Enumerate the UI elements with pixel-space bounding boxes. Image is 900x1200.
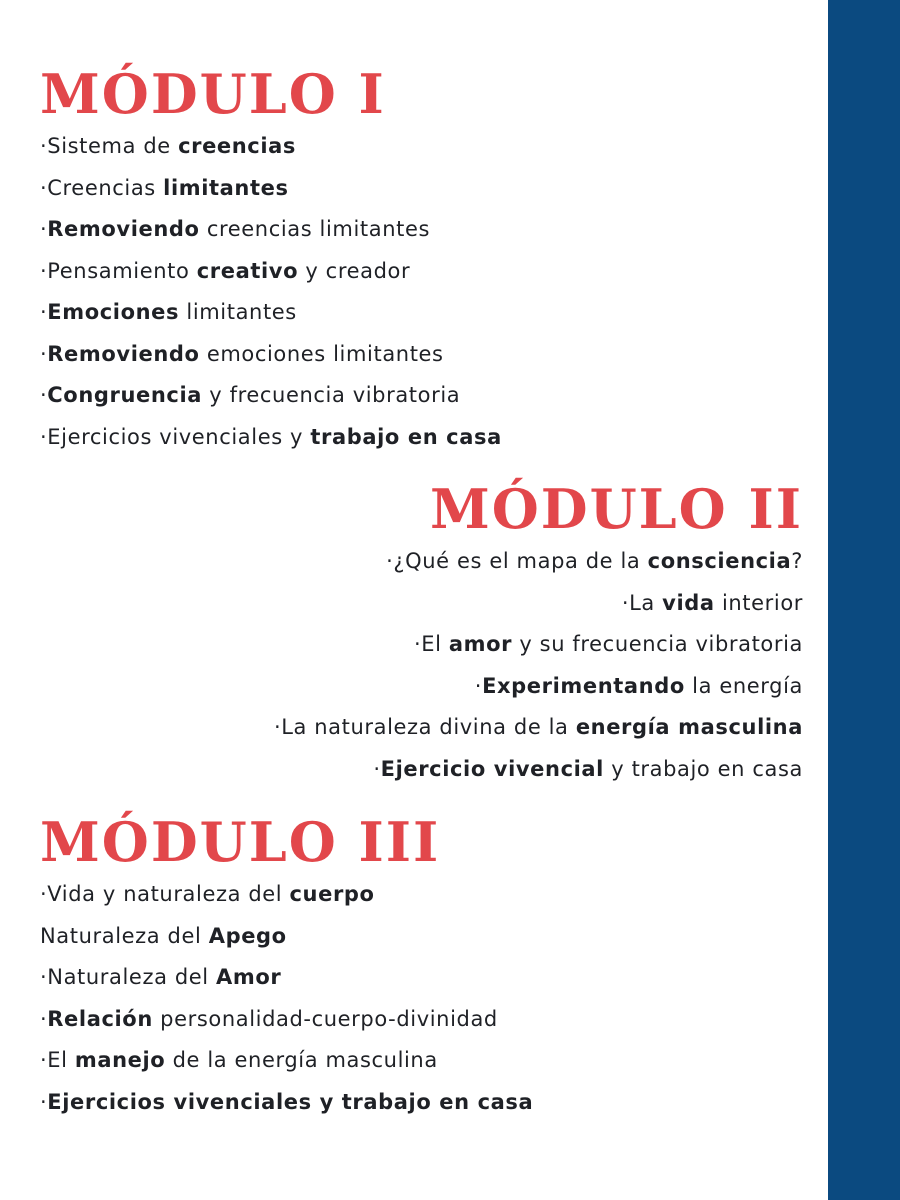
list-item: [274, 666, 803, 708]
module-3-title: MÓDULO III: [40, 810, 441, 874]
item-text: ·La naturaleza divina de la: [273, 715, 576, 739]
bold-text: Congruencia: [47, 383, 203, 407]
item-text: personalidad-cuerpo-divinidad: [152, 1006, 498, 1031]
item-text: ·: [40, 341, 48, 366]
item-text: Naturaleza del: [40, 923, 209, 948]
item-text: y su frecuencia vibratoria: [512, 632, 803, 656]
item-text: limitantes: [179, 300, 297, 324]
list-item: [40, 957, 533, 999]
bold-text: manejo: [74, 1048, 166, 1072]
list-item: [40, 292, 502, 334]
item-text: creencias limitantes: [199, 217, 431, 241]
list-item: [40, 375, 502, 417]
item-text: ·Creencias: [40, 175, 164, 200]
item-text: la energía: [684, 673, 803, 698]
list-item: [274, 541, 803, 583]
item-text: ·Sistema de: [40, 134, 179, 158]
item-text: ·Naturaleza del: [40, 965, 216, 989]
bold-text: Ejercicios vivenciales y trabajo en casa: [47, 1089, 534, 1114]
list-item: [40, 916, 533, 958]
item-text: ·Ejercicios vivenciales y: [40, 424, 311, 449]
list-item: [40, 1040, 533, 1082]
bold-text: creativo: [196, 258, 299, 283]
list-item: [40, 999, 533, 1041]
item-text: de la energía masculina: [165, 1048, 438, 1072]
item-text: emociones limitantes: [199, 341, 444, 366]
list-item: [274, 749, 803, 791]
item-text: ·: [40, 300, 48, 324]
bold-text: Emociones: [47, 300, 180, 324]
module-1-items: [40, 126, 502, 458]
bold-text: Apego: [208, 923, 287, 948]
list-item: [40, 417, 502, 459]
item-text: ·: [40, 1006, 48, 1031]
module-2: [274, 479, 803, 790]
list-item: [40, 168, 502, 210]
module-3: [40, 812, 533, 1123]
list-item: [40, 1082, 533, 1124]
bold-text: Removiendo: [47, 217, 200, 241]
item-text: ·El: [40, 1048, 75, 1072]
item-text: ?: [791, 549, 803, 573]
bold-text: Relación: [47, 1006, 153, 1031]
module-1: [40, 64, 502, 458]
item-text: y frecuencia vibratoria: [202, 383, 461, 407]
item-text: ·El: [413, 632, 449, 656]
item-text: y creador: [298, 258, 411, 283]
list-item: [40, 874, 533, 916]
bold-text: cuerpo: [289, 882, 375, 906]
item-text: ·: [373, 756, 381, 781]
module-2-title: MÓDULO II: [429, 477, 803, 541]
bold-text: consciencia: [647, 549, 792, 573]
bold-text: amor: [448, 632, 513, 656]
item-text: y trabajo en casa: [603, 756, 803, 781]
item-text: ·Pensamiento: [40, 258, 197, 283]
sidebar-band: [828, 0, 900, 1200]
module-1-title: MÓDULO I: [40, 62, 386, 126]
item-text: ·: [40, 1089, 48, 1114]
bold-text: Ejercicio vivencial: [380, 756, 604, 781]
list-item: [274, 707, 803, 749]
list-item: [40, 334, 502, 376]
module-2-items: [274, 541, 803, 790]
item-text: ·: [474, 673, 483, 698]
item-text: ·¿Qué es el mapa de la: [386, 549, 648, 573]
item-text: ·: [40, 383, 48, 407]
list-item: [274, 583, 803, 625]
list-item: [40, 209, 502, 251]
list-item: [40, 126, 502, 168]
bold-text: Removiendo: [47, 341, 200, 366]
bold-text: Amor: [215, 965, 282, 989]
bold-text: trabajo en casa: [310, 424, 502, 449]
bold-text: creencias: [178, 134, 297, 158]
list-item: [274, 624, 803, 666]
bold-text: energía masculina: [575, 715, 803, 739]
item-text: interior: [714, 590, 803, 615]
bold-text: limitantes: [163, 175, 289, 200]
item-text: ·Vida y naturaleza del: [40, 882, 290, 906]
item-text: ·: [40, 217, 48, 241]
bold-text: Experimentando: [482, 673, 685, 698]
bold-text: vida: [662, 590, 715, 615]
item-text: ·La: [621, 590, 663, 615]
module-3-items: [40, 874, 533, 1123]
list-item: [40, 251, 502, 293]
